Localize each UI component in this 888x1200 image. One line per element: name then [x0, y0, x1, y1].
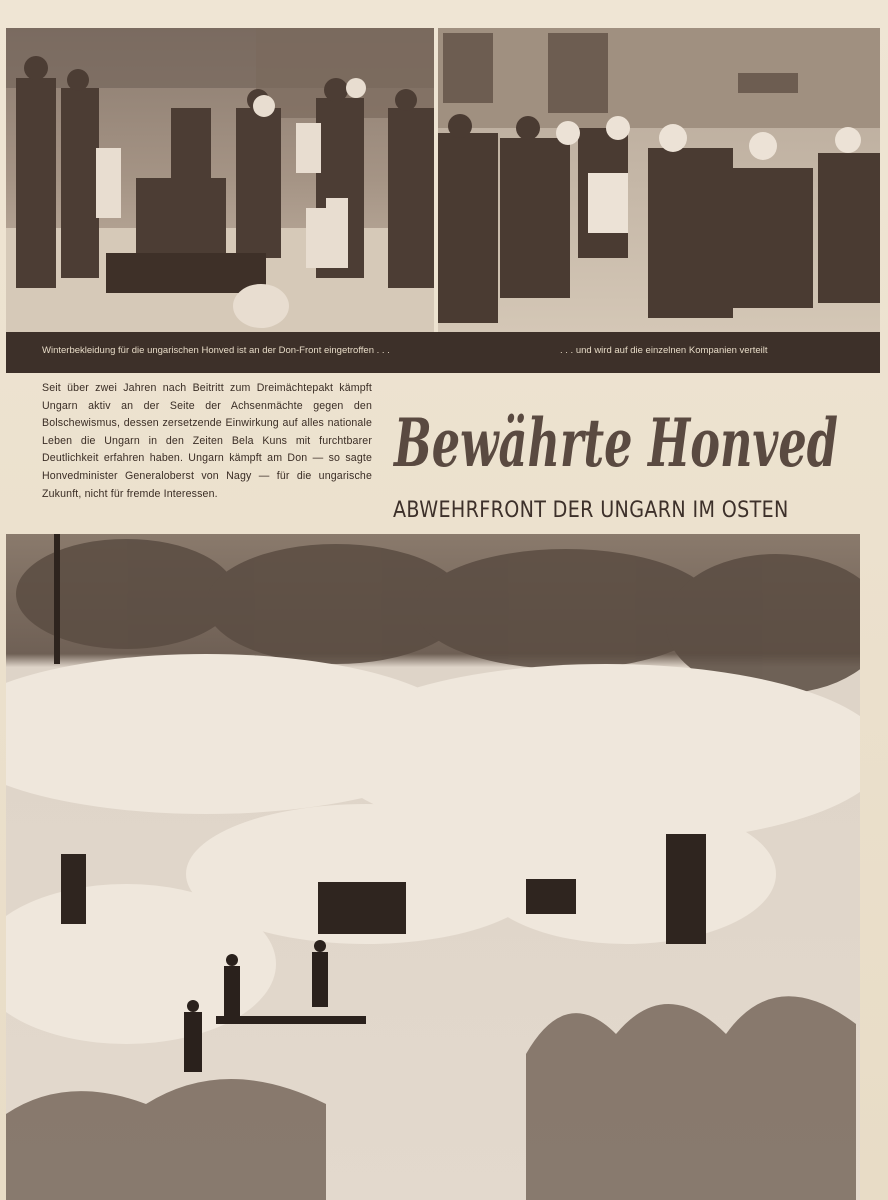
article-body: Seit über zwei Jahren nach Beitritt zum Dreimächtepakt kämpft Ungarn aktiv an der Seite der Achsenmächte gegen den Bolschewismus, dessen zersetzende Einwirkung auf alles nationale Leben die Ungarn in den Zeiten Bela Kuns mit furchtbarer Deutlichkeit erfahren haben. Ungarn kämpft am Don — so sagte Honvedminister Generaloberst von Nagy — für die ungarische Zukunft, nicht für fremde Interessen. — [42, 382, 372, 500]
caption-left: Winterbekleidung für die ungarischen Honved ist an der Don-Front eingetroffen . . . — [42, 345, 390, 356]
photo-snow-dugouts — [6, 534, 860, 1200]
photo-winter-clothing-arrival — [6, 28, 434, 332]
photo-winter-clothing-distribution — [438, 28, 880, 332]
photo-caption-bar — [6, 332, 880, 373]
caption-right: . . . und wird auf die einzelnen Kompanien verteilt — [560, 345, 768, 356]
headline-text: Bewährte Honved — [392, 404, 838, 482]
subtitle: ABWEHRFRONT DER UNGARN IM OSTEN — [393, 497, 789, 523]
headline — [392, 380, 842, 492]
